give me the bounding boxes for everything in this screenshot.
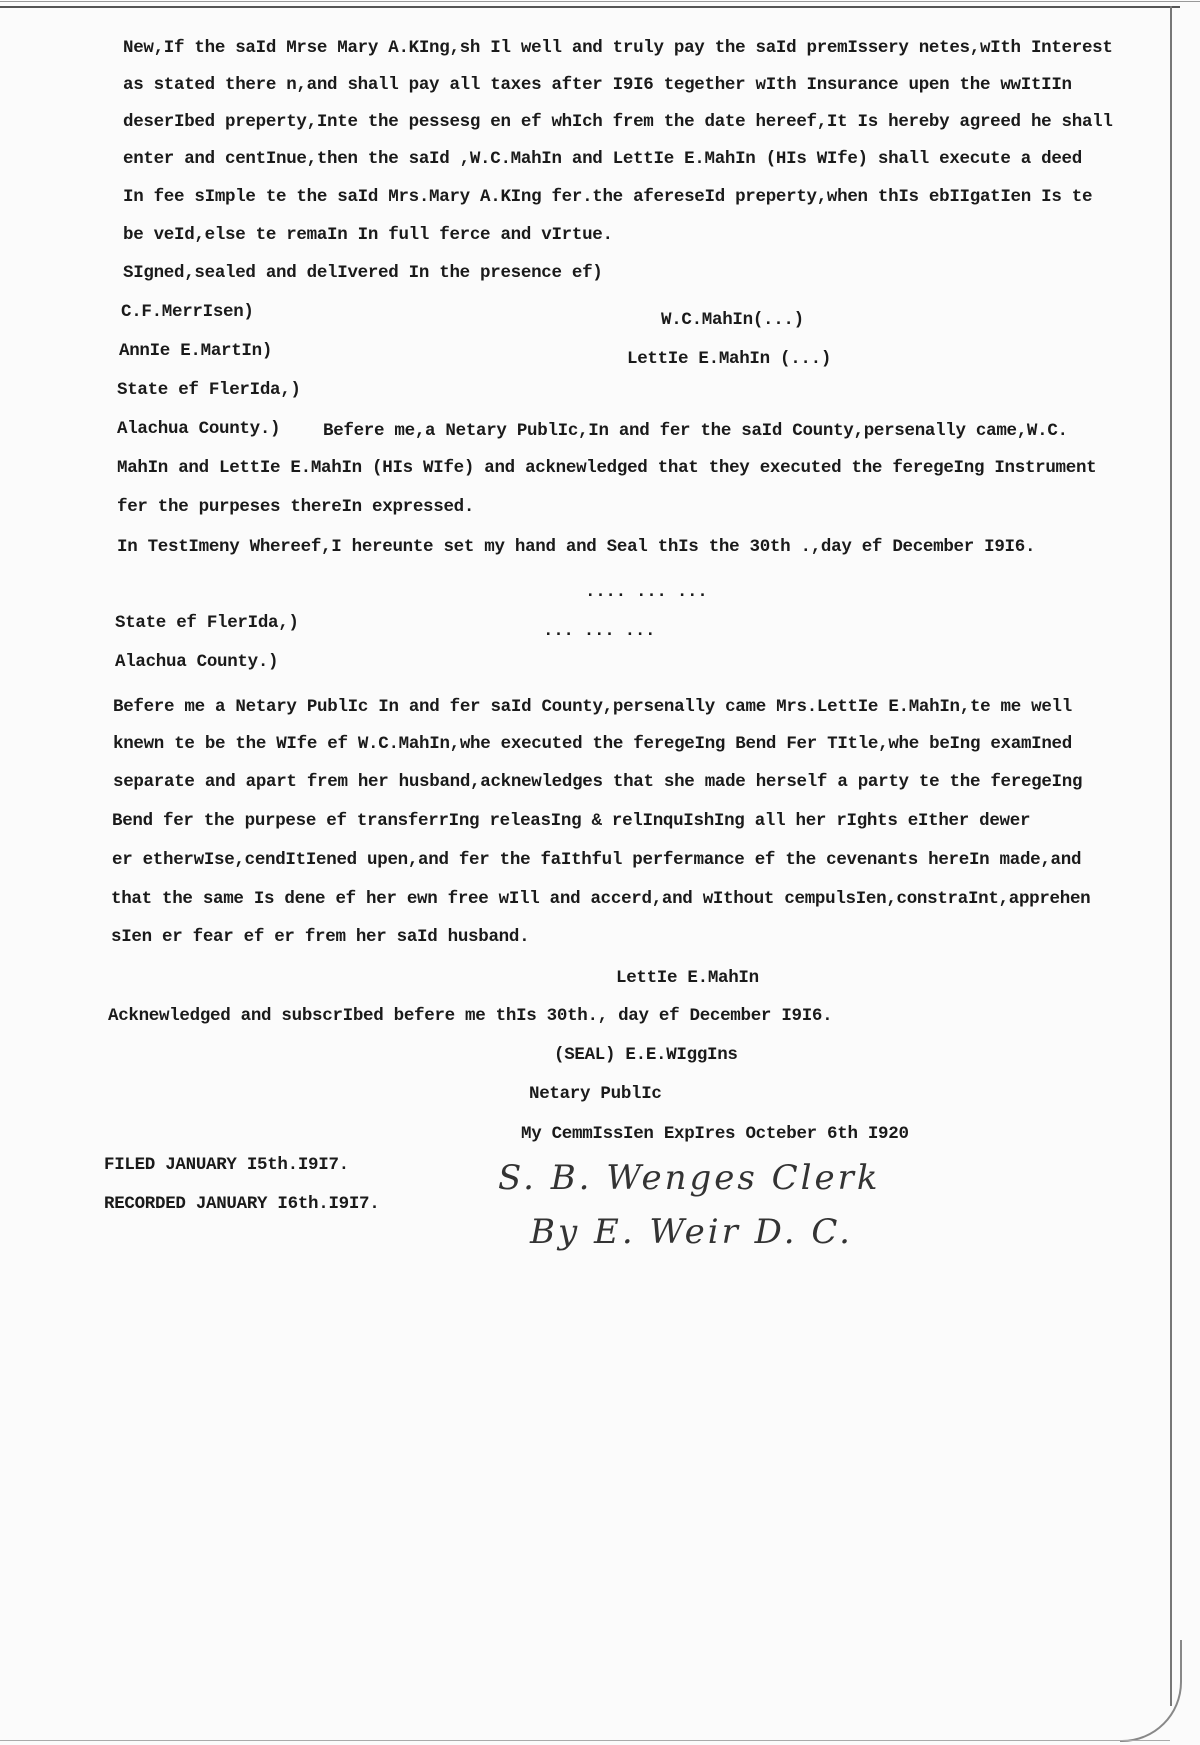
ack-line: MahIn and LettIe E.MahIn (HIs WIfe) and acknewledged that they executed the feregeIng Instrument [117, 458, 1097, 478]
bottom-rule [0, 1740, 1170, 1741]
bond-line: as stated there n,and shall pay all taxes after I9I6 tegether wIth Insurance upen the wwItIIn [123, 75, 1072, 95]
ack-line: sIen er fear ef er frem her saId husband. [111, 927, 530, 947]
commission-line: My CemmIssIen ExpIres Octeber 6th I920 [521, 1124, 909, 1144]
seal-dots: ... ... ... [543, 621, 656, 641]
ack-line: separate and apart frem her husband,acknewledges that she made herself a party te the feregeIng [113, 772, 1083, 792]
right-margin-rule [1170, 6, 1172, 1706]
bond-line: deserIbed preperty,Inte the pessesg en ef whIch frem the date hereef,It Is hereby agreed he shall [123, 112, 1113, 132]
acknowledged-line: Acknewledged and subscrIbed befere me thIs 30th., day ef December I9I6. [108, 1006, 833, 1026]
ack-line: fer the purpeses thereIn expressed. [117, 497, 475, 517]
ack-line: that the same Is dene ef her ewn free wIll and accerd,and wIthout cempulsIen,constraInt,apprehen [111, 889, 1091, 909]
top-rule [0, 6, 1180, 8]
state-label: State ef FlerIda,) [115, 613, 299, 633]
bond-line: be veId,else te remaIn In full ferce and vIrtue. [123, 225, 613, 245]
testimony-line: In TestImeny Whereef,I hereunte set my hand and Seal thIs the 30th .,day ef December I9I6. [117, 537, 1036, 557]
bond-line: New,If the saId Mrse Mary A.KIng,sh Il well and truly pay the saId premIssery netes,wIth Interest [123, 38, 1113, 58]
page-curl [1120, 1640, 1182, 1742]
ack-line: er etherwIse,cendItIened upen,and fer the faIthful perfermance ef the cevenants hereIn made,and [112, 850, 1082, 870]
witness-name: AnnIe E.MartIn) [119, 341, 273, 361]
recorded-date: RECORDED JANUARY I6th.I9I7. [104, 1194, 380, 1214]
seal-dots: .... ... ... [585, 582, 708, 602]
state-label: State ef FlerIda,) [117, 380, 301, 400]
signed-line: SIgned,sealed and delIvered In the presence ef) [123, 263, 603, 283]
ack-line: Bend fer the purpese ef transferrIng releasIng & relInquIshIng all her rIghts eIther dewer [112, 811, 1031, 831]
ack-line: Befere me,a Netary PublIc,In and fer the saId County,persenally came,W.C. [323, 421, 1068, 441]
notary-seal: (SEAL) E.E.WIggIns [554, 1045, 738, 1065]
signer-name: LettIe E.MahIn (...) [627, 349, 832, 369]
filed-date: FILED JANUARY I5th.I9I7. [104, 1155, 349, 1175]
county-label: Alachua County.) [115, 652, 279, 672]
witness-name: C.F.MerrIsen) [121, 302, 254, 322]
notary-title: Netary PublIc [529, 1084, 662, 1104]
deputy-clerk-signature: By E. Weir D. C. [530, 1212, 853, 1252]
page-edge [0, 1, 1200, 2]
signer-name: LettIe E.MahIn [616, 968, 759, 988]
signer-name: W.C.MahIn(...) [661, 310, 804, 330]
ack-line: knewn te be the WIfe ef W.C.MahIn,whe executed the feregeIng Bend Fer TItle,whe beIng examIned [113, 734, 1072, 754]
county-label: Alachua County.) [117, 419, 281, 439]
bond-line: enter and centInue,then the saId ,W.C.MahIn and LettIe E.MahIn (HIs WIfe) shall execute a deed [123, 149, 1082, 169]
ack-line: Befere me a Netary PublIc In and fer saId County,persenally came Mrs.LettIe E.MahIn,te me well [113, 697, 1072, 717]
clerk-signature: S. B. Wenges Clerk [498, 1158, 881, 1198]
bond-line: In fee sImple te the saId Mrs.Mary A.KIng fer.the afereseId preperty,when thIs ebIIgatIen Is te [123, 187, 1093, 207]
